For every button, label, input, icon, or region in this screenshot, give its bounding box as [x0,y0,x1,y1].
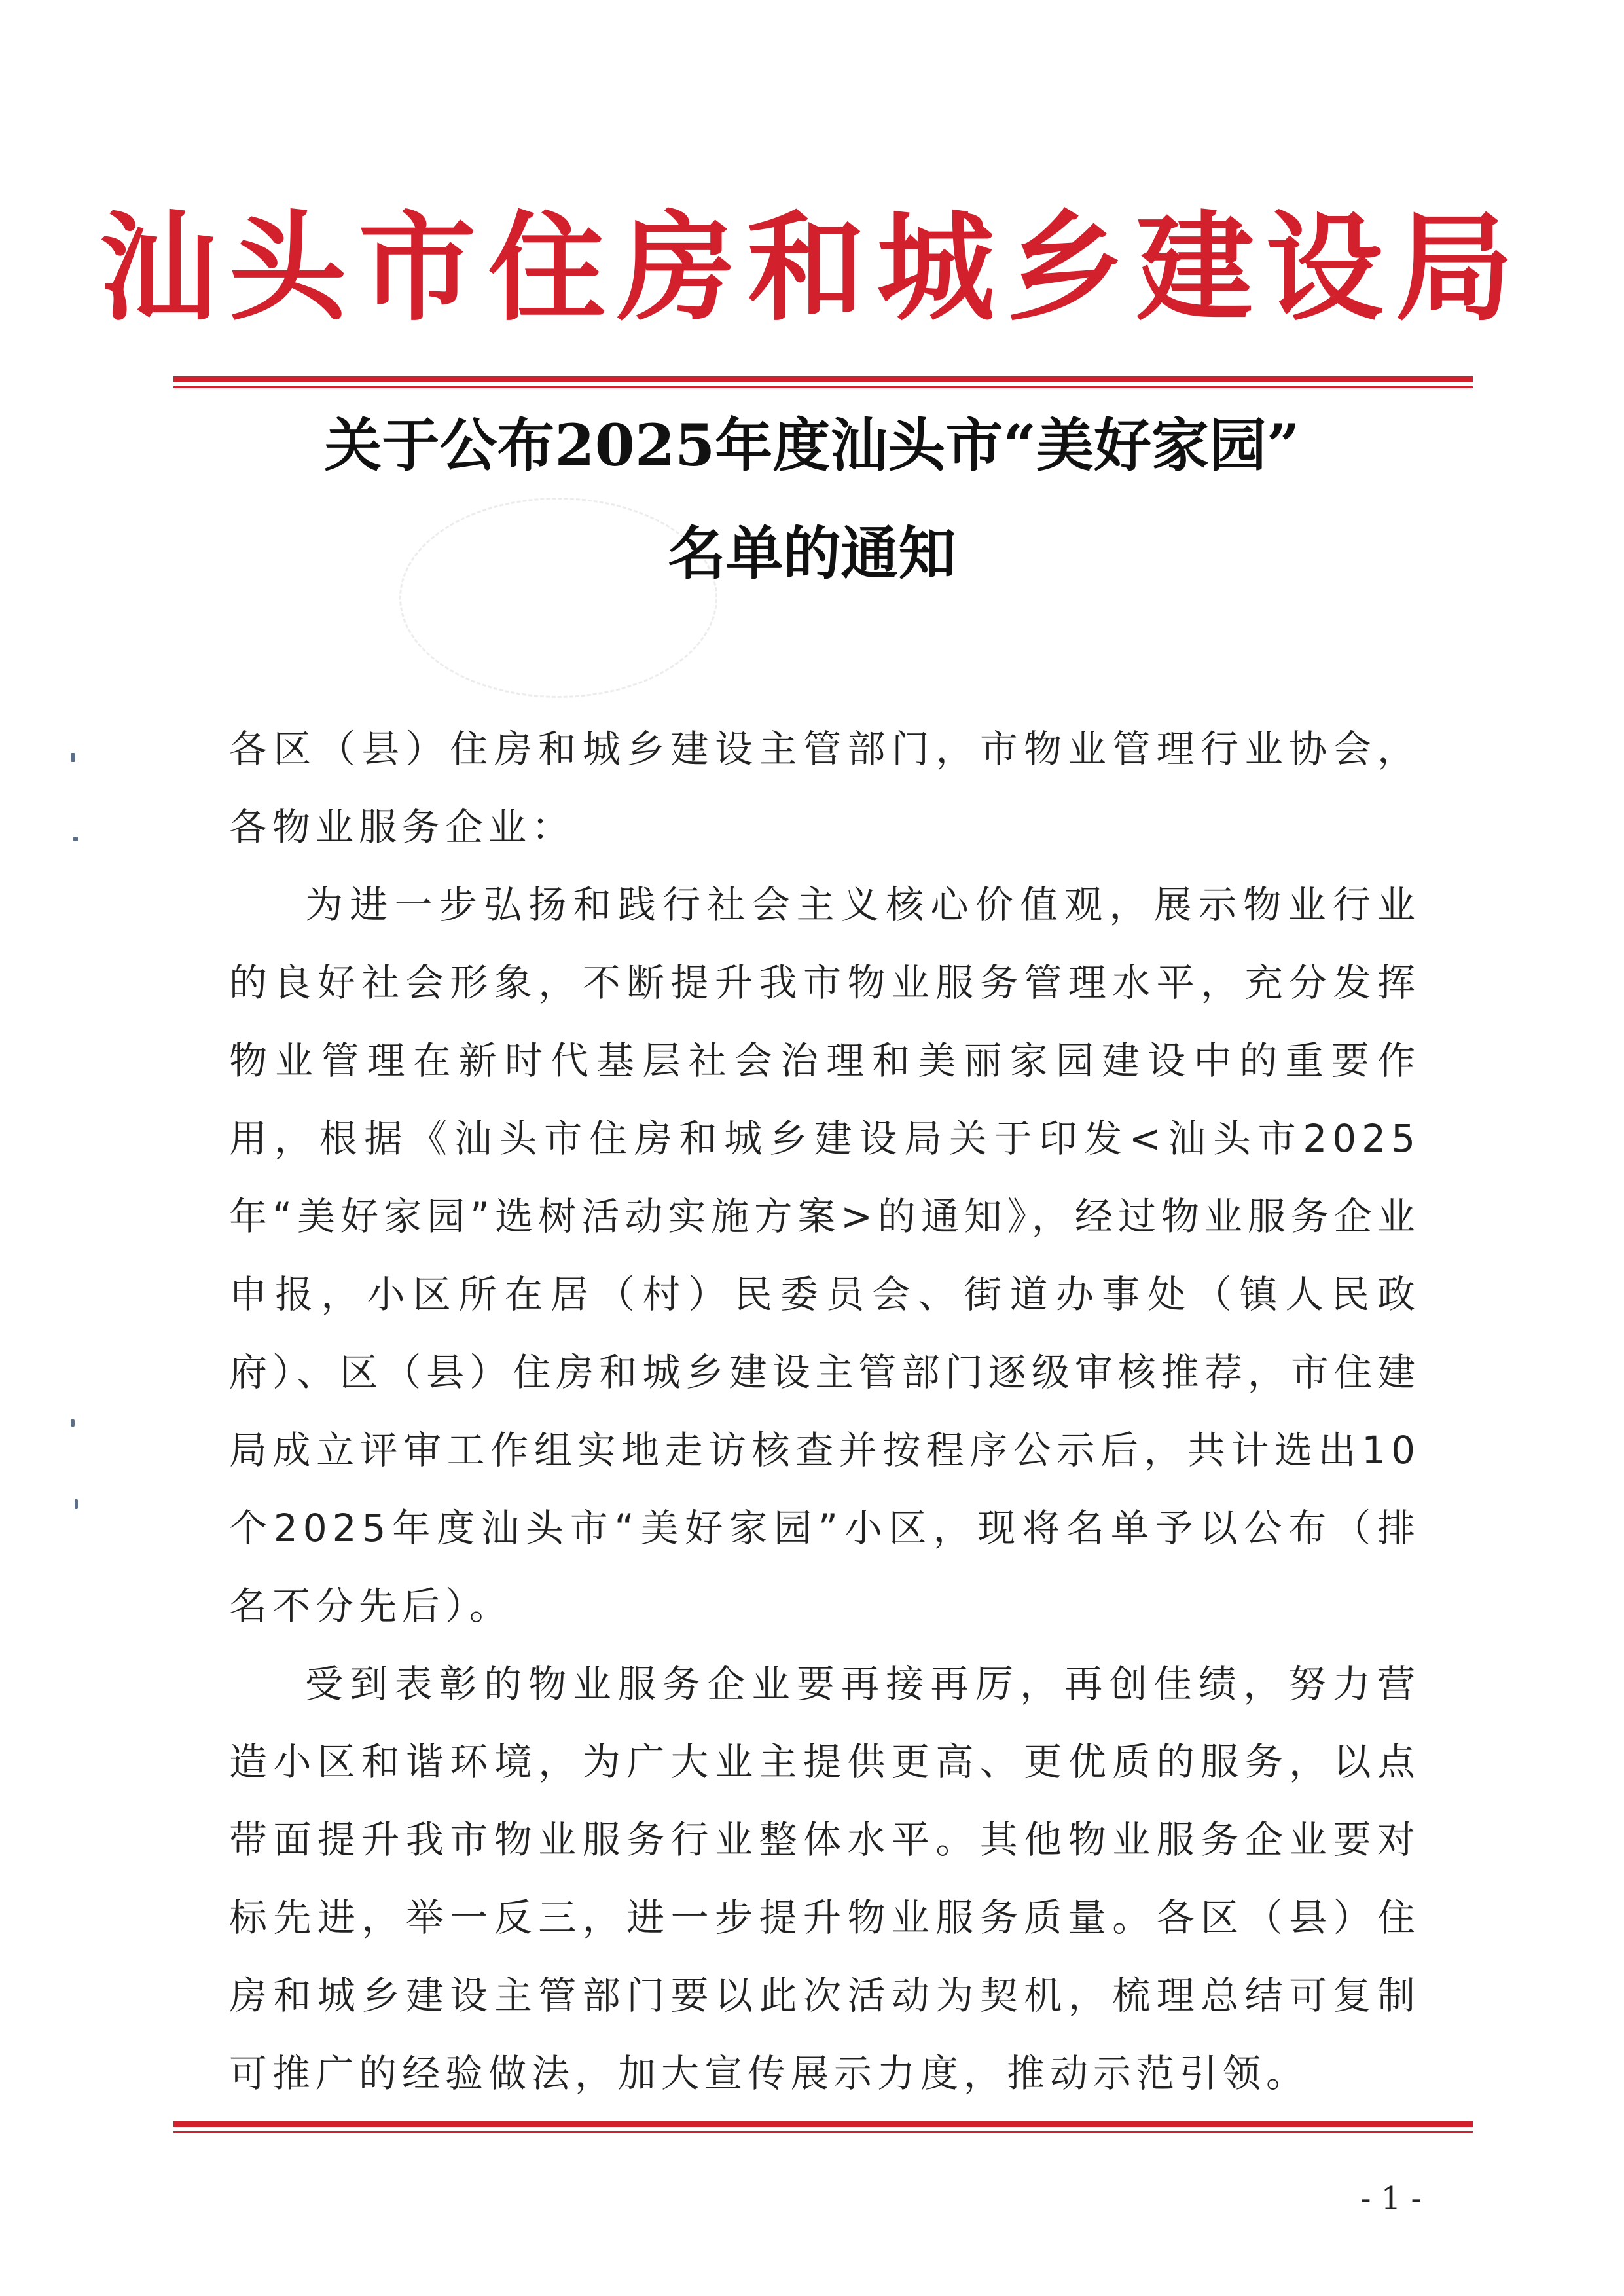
footer-red-rule [173,2121,1473,2133]
footer-rule-thin-line [173,2131,1473,2133]
header-red-rule [173,376,1473,388]
agency-header: 汕头市住房和城乡建设局 [99,199,1525,337]
body-paragraph-1: 为进一步弘扬和践行社会主义核心价值观，展示物业行业的良好社会形象，不断提升我市物业服务管理水平，充分发挥物业管理在新时代基层社会治理和美丽家园建设中的重要作用，根据《汕头市住房和城乡建设局关于印发<汕头市2025年“美好家园”选树活动实施方案>的通知》，经过物业服务企业申报，小区所在居（村）民委员会、街道办事处（镇人民政府）、区（县）住房和城乡建设主管部门逐级审核推荐，市住建局成立评审工作组实地走访核查并按程序公示后，共计选出10个2025年度汕头市“美好家园”小区，现将名单予以公布（排名不分先后）。 [229,883,1420,1628]
document-title-line-2: 名单的通知 [668,519,956,587]
document-title-line-1: 关于公布2025年度汕头市“美好家园” [324,411,1300,479]
footer-rule-thick-line [173,2121,1473,2127]
scan-speck [75,1499,78,1509]
document-body [229,710,1420,2113]
header-rule-thick-line [173,376,1473,382]
addressee: 各区（县）住房和城乡建设主管部门，市物业管理行业协会，各物业服务企业： [229,727,1420,849]
page-number: - 1 - [1360,2180,1422,2217]
scan-speck [73,837,78,841]
body-paragraph-2: 受到表彰的物业服务企业要再接再厉，再创佳绩，努力营造小区和谐环境，为广大业主提供更高、更优质的服务，以点带面提升我市物业服务行业整体水平。其他物业服务企业要对标先进，举一反三，进一步提升物业服务质量。各区（县）住房和城乡建设主管部门要以此次活动为契机，梳理总结可复制可推广的经验做法，加大宣传展示力度，推动示范引领。 [229,1662,1420,2096]
header-rule-thin-line [173,386,1473,388]
scan-speck [71,753,75,762]
scan-speck [71,1419,75,1427]
